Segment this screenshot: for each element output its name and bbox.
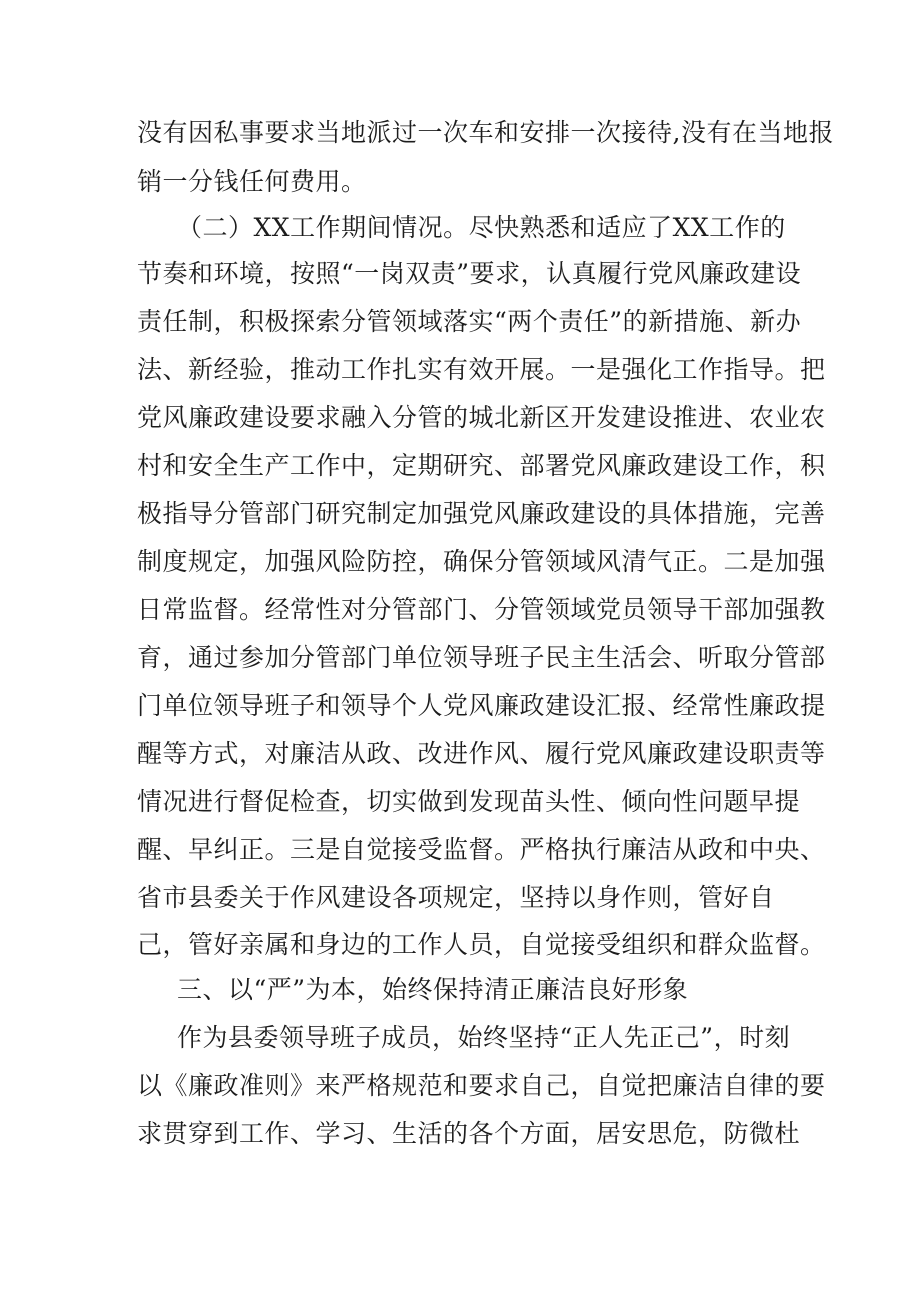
paragraph-line: 极指导分管部门研究制定加强党风廉政建设的具体措施，完善 bbox=[137, 499, 826, 528]
paragraph-line: 情况进行督促检查，切实做到发现苗头性、倾向性问题早提 bbox=[137, 787, 801, 816]
paragraph-line: 醒等方式，对廉洁从政、改进作风、履行党风廉政建设职责等 bbox=[137, 739, 826, 768]
paragraph-line: 村和安全生产工作中，定期研究、部署党风廉政建设工作，积 bbox=[137, 451, 826, 480]
paragraph-line: 节奏和环境，按照“一岗双责”要求，认真履行党风廉政建设 bbox=[137, 259, 802, 288]
section-heading-line: （二）XX工作期间情况。尽快熟悉和适应了XX工作的 bbox=[177, 213, 786, 242]
paragraph-line: 制度规定，加强风险防控，确保分管领域风清气正。二是加强 bbox=[137, 547, 826, 576]
paragraph-line: 省市县委关于作风建设各项规定，坚持以身作则，管好自 bbox=[137, 883, 775, 912]
paragraph-line: 没有因私事要求当地派过一次车和安排一次接待,没有在当地报 bbox=[137, 118, 834, 147]
paragraph-line: 求贯穿到工作、学习、生活的各个方面，居安思危，防微杜 bbox=[137, 1119, 801, 1148]
paragraph-line: 门单位领导班子和领导个人党风廉政建设汇报、经常性廉政提 bbox=[137, 691, 826, 720]
paragraph-line: 责任制，积极探索分管领域落实“两个责任”的新措施、新办 bbox=[137, 307, 802, 336]
paragraph-line: 己，管好亲属和身边的工作人员，自觉接受组织和群众监督。 bbox=[137, 930, 826, 959]
paragraph-line: 作为县委领导班子成员，始终坚持“正人先正己”，时刻 bbox=[177, 1023, 791, 1052]
paragraph-line: 醒、早纠正。三是自觉接受监督。严格执行廉洁从政和中央、 bbox=[137, 835, 826, 864]
paragraph-line: 育，通过参加分管部门单位领导班子民主生活会、听取分管部 bbox=[137, 643, 826, 672]
paragraph-line: 销一分钱任何费用。 bbox=[137, 167, 367, 196]
paragraph-line: 日常监督。经常性对分管部门、分管领域党员领导干部加强教 bbox=[137, 595, 826, 624]
paragraph-line: 法、新经验，推动工作扎实有效开展。一是强化工作指导。把 bbox=[137, 355, 826, 384]
paragraph-line: 以《廉政准则》来严格规范和要求自己，自觉把廉洁自律的要 bbox=[137, 1071, 826, 1100]
paragraph-line: 党风廉政建设要求融入分管的城北新区开发建设推进、农业农 bbox=[137, 403, 826, 432]
section-heading: 三、以“严”为本，始终保持清正廉洁良好形象 bbox=[177, 975, 689, 1004]
